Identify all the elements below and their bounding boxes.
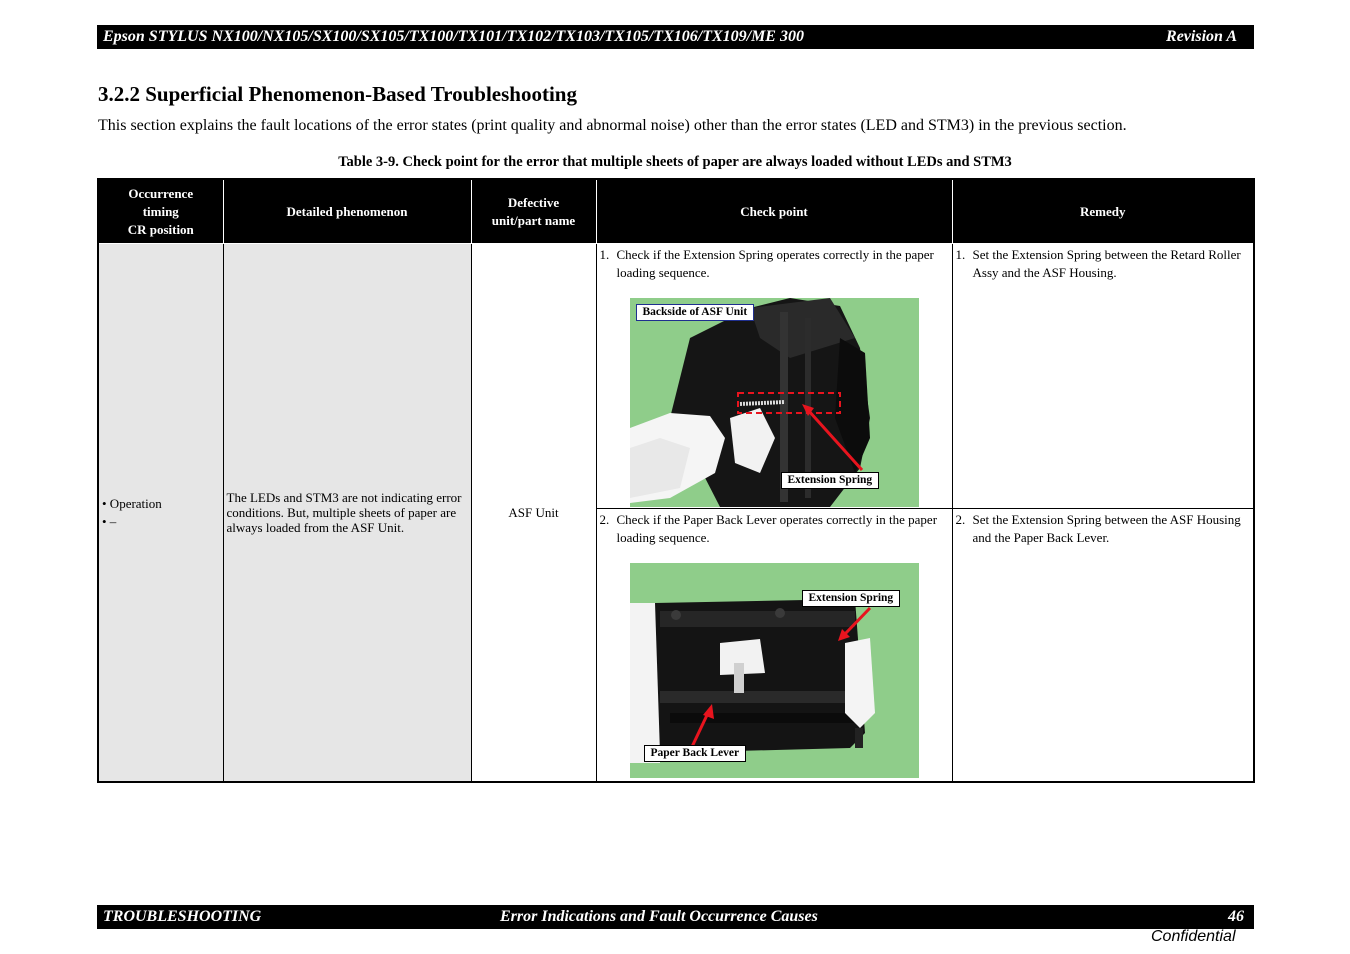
check-step-1 bbox=[597, 244, 952, 282]
header-check-point: Check point bbox=[596, 179, 952, 244]
occurrence-timing-cell bbox=[98, 244, 223, 783]
header-detailed-phenomenon: Detailed phenomenon bbox=[223, 179, 471, 244]
remedy-cell-1 bbox=[952, 244, 1254, 509]
remedy-step-number: 2. bbox=[955, 512, 966, 527]
photo-label-extension-spring: Extension Spring bbox=[802, 590, 901, 607]
section-title: 3.2.2 Superficial Phenomenon-Based Troubleshooting bbox=[98, 82, 577, 106]
confidential-mark: Confidential bbox=[1151, 928, 1236, 945]
photo-label-backside-asf-unit: Backside of ASF Unit bbox=[636, 304, 755, 321]
footer-section: TROUBLESHOOTING bbox=[103, 908, 262, 925]
footer-chapter: Error Indications and Fault Occurrence Causes bbox=[500, 908, 818, 925]
check-step-number: 2. bbox=[599, 512, 610, 527]
check-step-text: Check if the Paper Back Lever operates correctly in the paper loading sequence. bbox=[616, 512, 938, 545]
phenomenon-text: The LEDs and STM3 are not indicating error conditions. But, multiple sheets of paper are always loaded from the ASF Unit. bbox=[226, 490, 462, 535]
header-timing-line1: Occurrence bbox=[128, 185, 194, 201]
table-header-row bbox=[98, 179, 1254, 244]
check-step-number: 1. bbox=[599, 247, 610, 262]
footer-bar bbox=[97, 905, 1254, 929]
table-caption: Table 3-9. Check point for the error that multiple sheets of paper are always loaded without LEDs and STM3 bbox=[338, 154, 1012, 170]
footer-page-number: 46 bbox=[1228, 908, 1244, 925]
asf-unit-backside-photo bbox=[630, 298, 919, 507]
check-point-cell-2 bbox=[596, 509, 952, 783]
remedy-step-2 bbox=[953, 509, 1254, 547]
header-occurrence-timing bbox=[98, 179, 223, 244]
section-intro: This section explains the fault locations of the error states (print quality and abnormal noise) other than the error states (LED and STM3) in the previous section. bbox=[98, 117, 1127, 134]
photo-label-paper-back-lever: Paper Back Lever bbox=[644, 745, 747, 762]
remedy-step-text: Set the Extension Spring between the ASF Housing and the Paper Back Lever. bbox=[972, 512, 1241, 545]
check-point-cell-1 bbox=[596, 244, 952, 509]
defective-text: ASF Unit bbox=[508, 504, 559, 520]
timing-item: • – bbox=[102, 513, 117, 529]
remedy-step-1 bbox=[953, 244, 1254, 282]
remedy-cell-2 bbox=[952, 509, 1254, 783]
timing-item: • Operation bbox=[102, 495, 162, 511]
header-defective-unit bbox=[471, 179, 596, 244]
table-row bbox=[98, 244, 1254, 509]
paper-back-lever-photo bbox=[630, 563, 919, 778]
header-remedy: Remedy bbox=[952, 179, 1254, 244]
header-bar bbox=[97, 25, 1254, 49]
remedy-step-number: 1. bbox=[955, 247, 966, 262]
check-step-text: Check if the Extension Spring operates correctly in the paper loading sequence. bbox=[616, 247, 934, 280]
troubleshooting-table bbox=[97, 178, 1255, 783]
header-defective-line2: unit/part name bbox=[491, 212, 576, 228]
header-title: Epson STYLUS NX100/NX105/SX100/SX105/TX100/TX101/TX102/TX103/TX105/TX106/TX109/ME 300 bbox=[103, 28, 804, 45]
check-step-2 bbox=[597, 509, 952, 547]
remedy-step-text: Set the Extension Spring between the Retard Roller Assy and the ASF Housing. bbox=[972, 247, 1241, 280]
header-timing-line2: timing bbox=[142, 203, 179, 219]
defective-cell bbox=[471, 244, 596, 783]
header-revision: Revision A bbox=[1166, 28, 1237, 45]
photo-label-extension-spring: Extension Spring bbox=[781, 472, 880, 489]
header-timing-line3: CR position bbox=[127, 221, 194, 237]
phenomenon-cell bbox=[223, 244, 471, 783]
header-defective-line1: Defective bbox=[507, 194, 560, 210]
